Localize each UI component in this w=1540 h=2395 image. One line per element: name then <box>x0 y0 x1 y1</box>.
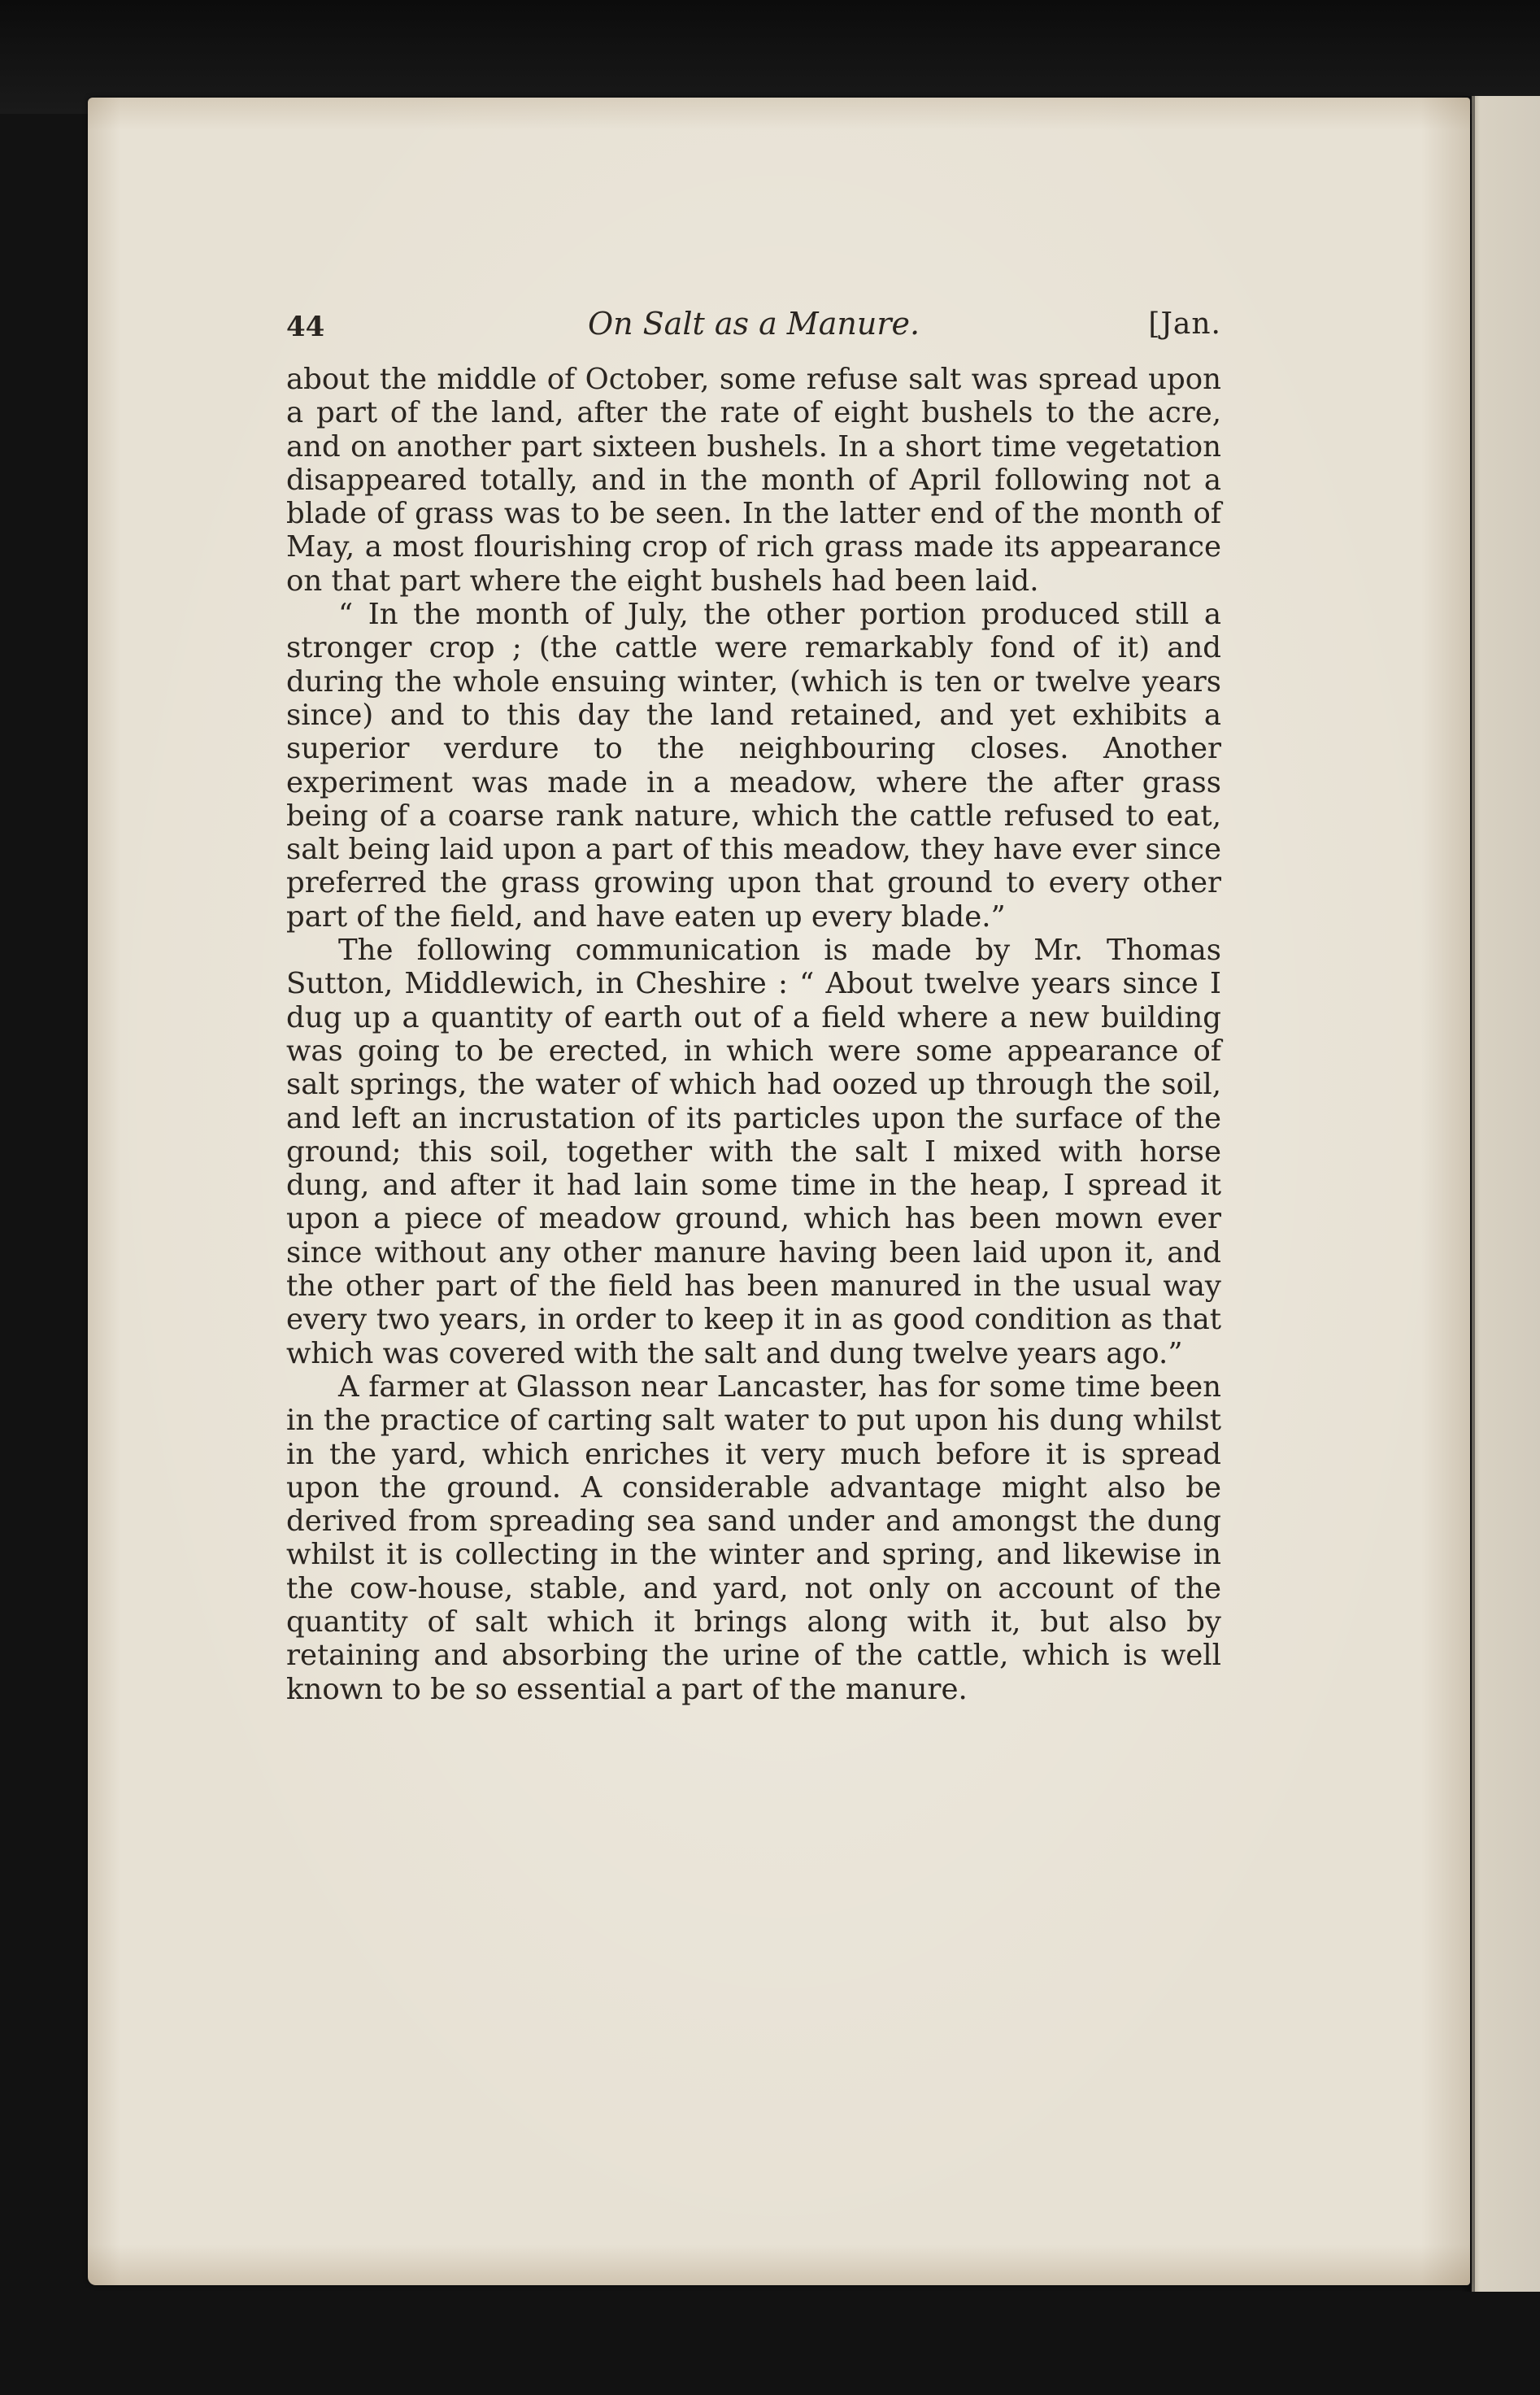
paragraph-4: A farmer at Glasson near Lancaster, has for some time been in the practice of carting salt water to put upon his dung whilst in the yard, which enriches it very much before it is spread upon the ground. A considerable advantage might also be derived from spreading sea sand under and amongst the dung whilst it is collecting in the winter and spring, and likewise in the cow-house, stable, and yard, not only on account of the quantity of salt which it brings along with it, but also by retaining and absorbing the urine of the cattle, which is well known to be so essential a part of the manure. <box>286 1370 1221 1706</box>
paragraph-2: “ In the month of July, the other portion produced still a stronger crop ; (the cattle were remarkably fond of it) and during the whole ensuing winter, (which is ten or twelve years since) and to this day the land retained, and yet exhibits a superior verdure to the neighbouring closes. Another experiment was made in a meadow, where the after grass being of a coarse rank nature, which the cattle refused to eat, salt being laid upon a part of this meadow, they have ever since preferred the grass growing upon that ground to every other part of the field, and have eaten up every blade.” <box>286 598 1221 934</box>
next-page-edge <box>1472 96 1540 2292</box>
paragraph-1: about the middle of October, some refuse salt was spread upon a part of the land, after the rate of eight bushels to the acre, and on another part sixteen bushels. In a short time vegetation disappeared totally, and in the month of April following not a blade of grass was to be seen. In the latter end of the month of May, a most flourishing crop of rich grass made its appearance on that part where the eight bushels had been laid. <box>286 363 1221 598</box>
paragraph-3: The following communication is made by Mr. Thomas Sutton, Middlewich, in Cheshire : “ About twelve years since I dug up a quantity of earth out of a field where a new building was going to be erected, in which were some appearance of salt springs, the water of which had oozed up through the soil, and left an incrustation of its particles upon the surface of the ground; this soil, together with the salt I mixed with horse dung, and after it had lain some time in the heap, I spread it upon a piece of meadow ground, which has been mown ever since without any other manure having been laid upon it, and the other part of the field has been manured in the usual way every two years, in order to keep it in as good condition as that which was covered with the salt and dung twelve years ago.” <box>286 934 1221 1370</box>
page-content <box>286 303 1221 1706</box>
background-top <box>0 0 1540 114</box>
header-month: [Jan. <box>1148 307 1221 341</box>
page-number: 44 <box>286 311 325 343</box>
body-text <box>286 363 1221 1706</box>
running-header <box>286 303 1221 351</box>
running-title: On Salt as a Manure. <box>587 306 920 342</box>
